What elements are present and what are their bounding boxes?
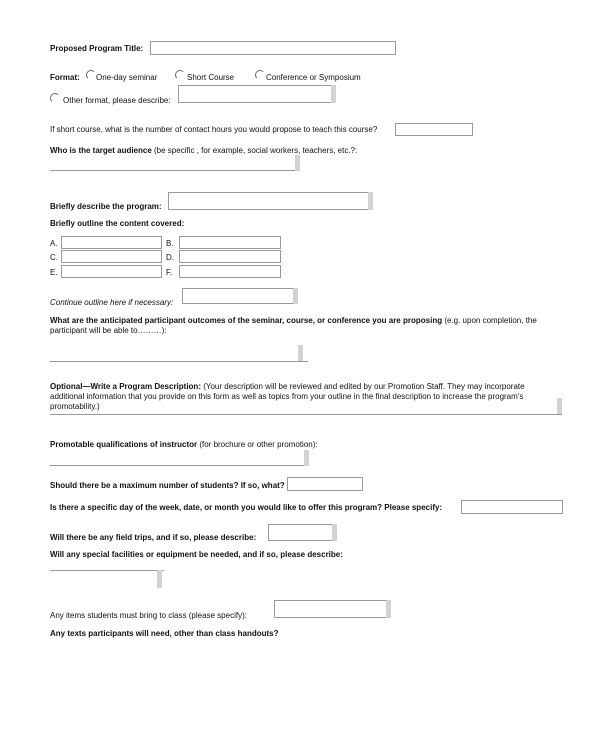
field-shadow [304, 450, 309, 466]
outline-letter-e: E. [50, 268, 58, 277]
facilities-field[interactable] [50, 570, 164, 571]
specific-day-field[interactable] [461, 500, 563, 514]
outcomes-rest: (e.g. upon completion, the participant will be able to………): [50, 316, 537, 335]
field-shadow [332, 524, 337, 541]
contact-hours-field[interactable] [395, 123, 473, 136]
outline-field-a[interactable] [61, 236, 162, 249]
instructor-rest: (for brochure or other promotion): [197, 440, 318, 449]
radio-short-course[interactable] [175, 70, 185, 80]
radio-other-format[interactable] [50, 93, 60, 103]
outline-letter-a: A. [50, 239, 58, 248]
items-bring-question: Any items students must bring to class (please specify): [50, 611, 247, 620]
option-other-format: Other format, please describe: [63, 96, 171, 105]
option-short-course: Short Course [187, 73, 235, 82]
field-trips-question: Will there be any field trips, and if so, please describe: [50, 533, 257, 542]
outcomes-question [50, 316, 562, 336]
field-shadow [293, 288, 298, 304]
other-format-field[interactable] [178, 85, 333, 103]
outline-letter-b: B. [166, 239, 174, 248]
outline-letter-c: C. [50, 253, 58, 262]
field-shadow [331, 85, 336, 103]
max-students-field[interactable] [287, 477, 363, 491]
target-audience-field[interactable] [50, 170, 298, 171]
continue-outline-label: Continue outline here if necessary: [50, 298, 174, 307]
radio-one-day-seminar[interactable] [86, 70, 96, 80]
field-shadow [157, 570, 162, 588]
outline-content-label: Briefly outline the content covered: [50, 219, 185, 228]
outcomes-field[interactable] [50, 361, 308, 362]
items-bring-field[interactable] [274, 600, 387, 618]
target-audience-question [50, 146, 357, 156]
field-shadow [386, 600, 391, 618]
outline-field-f[interactable] [179, 265, 281, 278]
radio-conference[interactable] [255, 70, 265, 80]
describe-program-field[interactable] [168, 192, 370, 210]
outline-letter-d: D. [166, 253, 174, 262]
optional-rest: (Your description will be reviewed and edited by our Promotion Staff. They may incorporate additional information that you provide on this form as well as topics from your outline in the final description to increase the program's promotability.) [50, 382, 525, 411]
instructor-field[interactable] [50, 465, 308, 466]
instructor-question [50, 440, 318, 450]
contact-hours-question: If short course, what is the number of contact hours you would propose to teach this course? [50, 125, 378, 134]
target-audience-rest: (be specific , for example, social workers, teachers, etc.?: [151, 146, 358, 155]
outline-field-c[interactable] [61, 250, 162, 263]
outline-field-e[interactable] [61, 265, 162, 278]
optional-description-field[interactable] [50, 414, 562, 415]
target-audience-bold: Who is the target audience [50, 146, 152, 155]
outcomes-bold: What are the anticipated participant outcomes of the seminar, course, or conference you are proposing [50, 316, 443, 325]
optional-bold: Optional—Write a Program Description: [50, 382, 201, 391]
outline-letter-f: F. [166, 268, 173, 277]
field-shadow [298, 345, 303, 361]
describe-program-label: Briefly describe the program: [50, 202, 162, 211]
format-label: Format: [50, 73, 80, 82]
field-trips-field[interactable] [268, 524, 334, 541]
field-shadow [557, 398, 562, 414]
field-shadow [295, 155, 300, 171]
option-one-day-seminar: One-day seminar [96, 73, 158, 82]
texts-needed-question: Any texts participants will need, other than class handouts? [50, 629, 279, 638]
outline-field-d[interactable] [179, 250, 281, 263]
outline-field-b[interactable] [179, 236, 281, 249]
facilities-question: Will any special facilities or equipment be needed, and if so, please describe: [50, 550, 343, 559]
continue-outline-field[interactable] [182, 288, 294, 304]
specific-day-question: Is there a specific day of the week, date, or month you would like to offer this program? Please specify: [50, 503, 443, 512]
instructor-bold: Promotable qualifications of instructor [50, 440, 198, 449]
field-shadow [368, 192, 373, 210]
optional-description [50, 382, 560, 412]
program-title-field[interactable] [150, 41, 396, 55]
program-title-label: Proposed Program Title: [50, 44, 144, 53]
option-conference: Conference or Symposium [266, 73, 361, 82]
max-students-question: Should there be a maximum number of students? If so, what? [50, 481, 285, 490]
